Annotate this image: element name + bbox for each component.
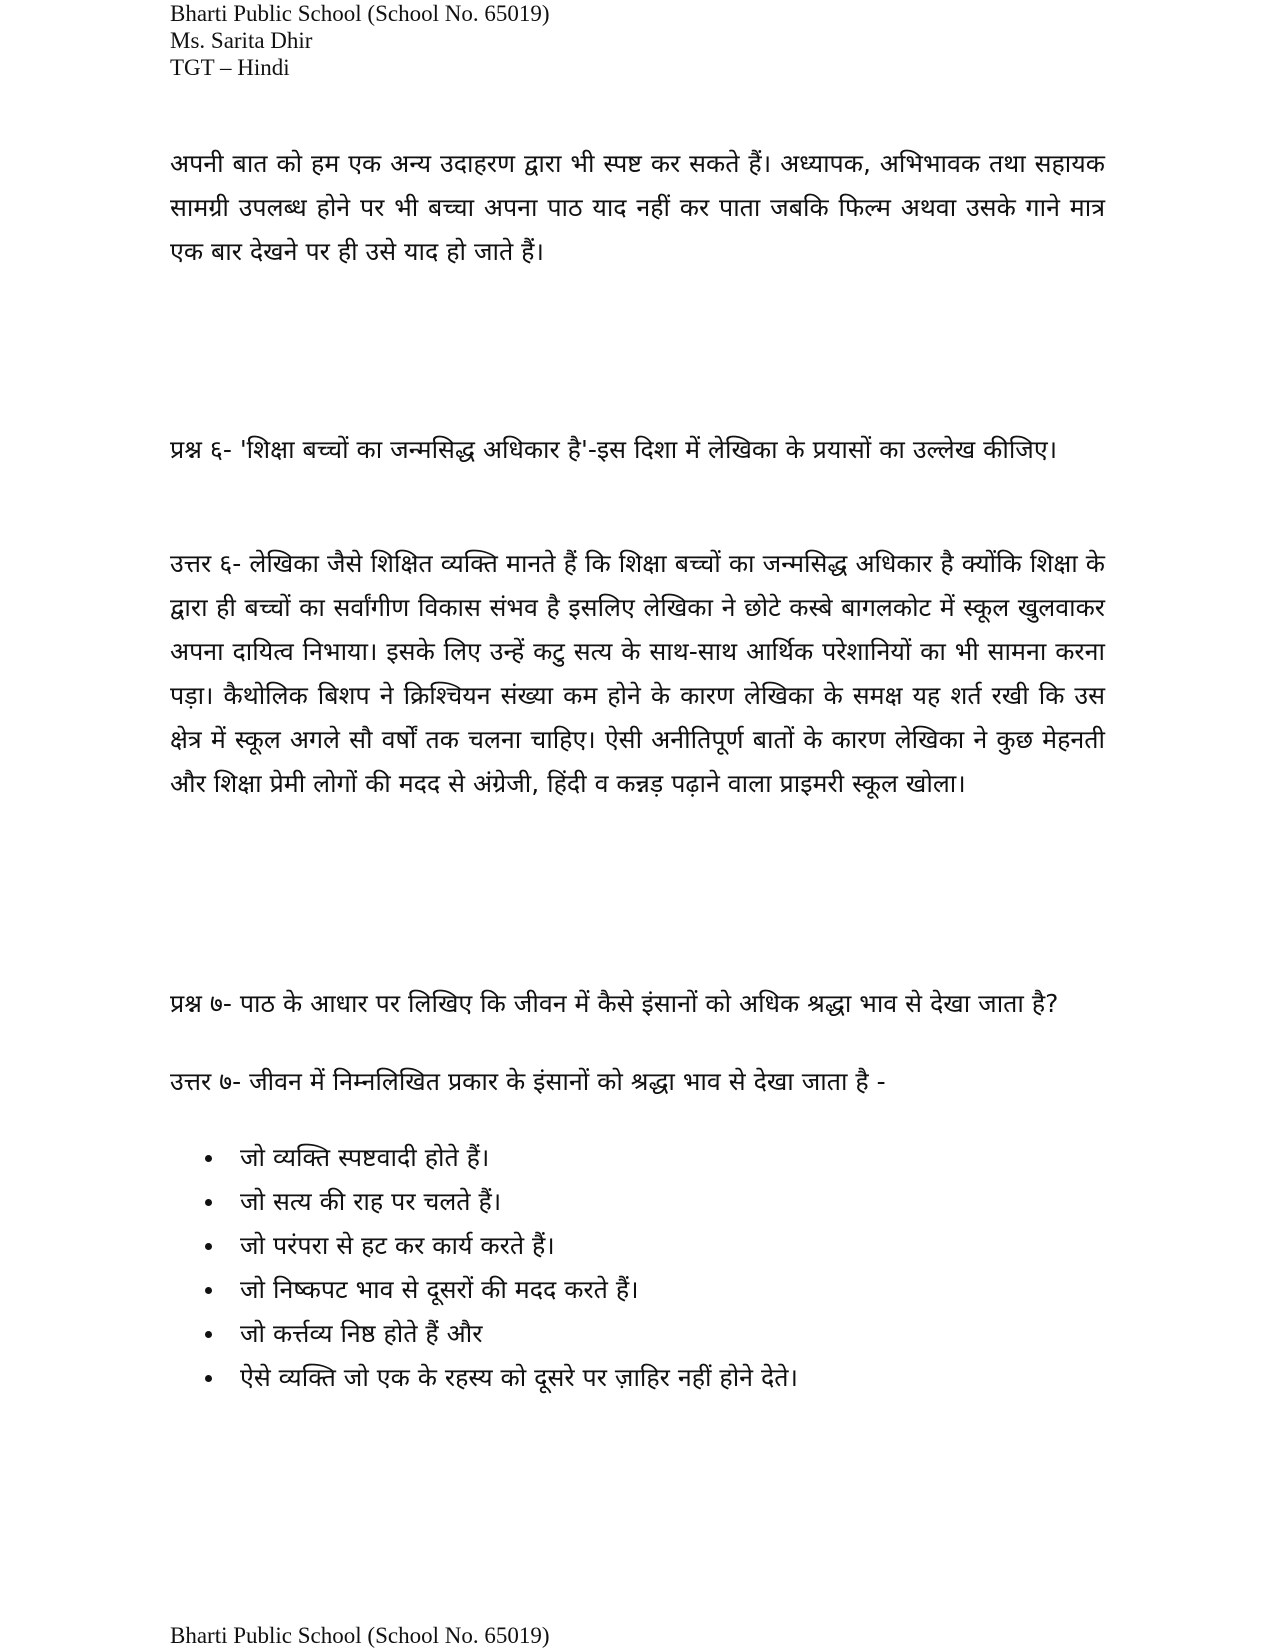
list-item-text: ऐसे व्यक्ति जो एक के रहस्य को दूसरे पर ज़ाहिर नहीं होने देते। <box>240 1363 798 1392</box>
answer-6: उत्तर ६- लेखिका जैसे शिक्षित व्यक्ति मानते हैं कि शिक्षा बच्चों का जन्मसिद्ध अधिकार है क्योंकि शिक्षा के द्वारा ही बच्चों का सर्वांगीण विकास संभव है इसलिए लेखिका ने छोटे कस्बे बागलकोट में स्कूल खुलवाकर अपना दायित्व निभाया। इसके लिए उन्हें कटु सत्य के साथ-साथ आर्थिक परेशानियों का भी सामना करना पड़ा। कैथोलिक बिशप ने क्रिश्चियन संख्या कम होने के कारण लेखिका के समक्ष यह शर्त रखी कि उस क्षेत्र में स्कूल अगले सौ वर्षों तक चलना चाहिए। ऐसी अनीतिपूर्ण बातों के कारण लेखिका ने कुछ मेहनती और शिक्षा प्रेमी लोगों की मदद से अंग्रेजी, हिंदी व कन्नड़ पढ़ाने वाला प्राइमरी स्कूल खोला। <box>170 549 1105 798</box>
list-item <box>205 1180 798 1224</box>
list-item-text: जो निष्कपट भाव से दूसरों की मदद करते हैं। <box>240 1275 639 1304</box>
list-item-text: जो सत्य की राह पर चलते हैं। <box>240 1187 502 1216</box>
list-item <box>205 1312 798 1356</box>
header-designation: TGT – Hindi <box>170 55 290 80</box>
page-header <box>170 0 549 81</box>
answer-7-intro: उत्तर ७- जीवन में निम्नलिखित प्रकार के इंसानों को श्रद्धा भाव से देखा जाता है - <box>170 1067 886 1096</box>
list-item <box>205 1268 798 1312</box>
page-footer: Bharti Public School (School No. 65019) <box>170 1623 550 1648</box>
question-7: प्रश्न ७- पाठ के आधार पर लिखिए कि जीवन में कैसे इंसानों को अधिक श्रद्धा भाव से देखा जाता है? <box>170 989 1059 1018</box>
bullet-icon <box>205 1155 212 1162</box>
bullet-icon <box>205 1287 212 1294</box>
list-item-text: जो परंपरा से हट कर कार्य करते हैं। <box>240 1231 555 1260</box>
list-item <box>205 1224 798 1268</box>
bullet-icon <box>205 1199 212 1206</box>
answer-7-list <box>205 1136 798 1400</box>
bullet-icon <box>205 1243 212 1250</box>
header-teacher-name: Ms. Sarita Dhir <box>170 28 313 53</box>
list-item-text: जो कर्त्तव्य निष्ठ होते हैं और <box>240 1319 483 1348</box>
bullet-icon <box>205 1331 212 1338</box>
list-item-text: जो व्यक्ति स्पष्टवादी होते हैं। <box>240 1143 490 1172</box>
header-school-name: Bharti Public School (School No. 65019) <box>170 1 550 26</box>
bullet-icon <box>205 1375 212 1382</box>
list-item <box>205 1136 798 1180</box>
intro-paragraph: अपनी बात को हम एक अन्य उदाहरण द्वारा भी स्पष्ट कर सकते हैं। अध्यापक, अभिभावक तथा सहायक सामग्री उपलब्ध होने पर भी बच्चा अपना पाठ याद नहीं कर पाता जबकि फिल्म अथवा उसके गाने मात्र एक बार देखने पर ही उसे याद हो जाते हैं। <box>170 149 1105 266</box>
question-6: प्रश्न ६- 'शिक्षा बच्चों का जन्मसिद्ध अधिकार है'-इस दिशा में लेखिका के प्रयासों का उल्लेख कीजिए। <box>170 435 1058 464</box>
list-item <box>205 1356 798 1400</box>
